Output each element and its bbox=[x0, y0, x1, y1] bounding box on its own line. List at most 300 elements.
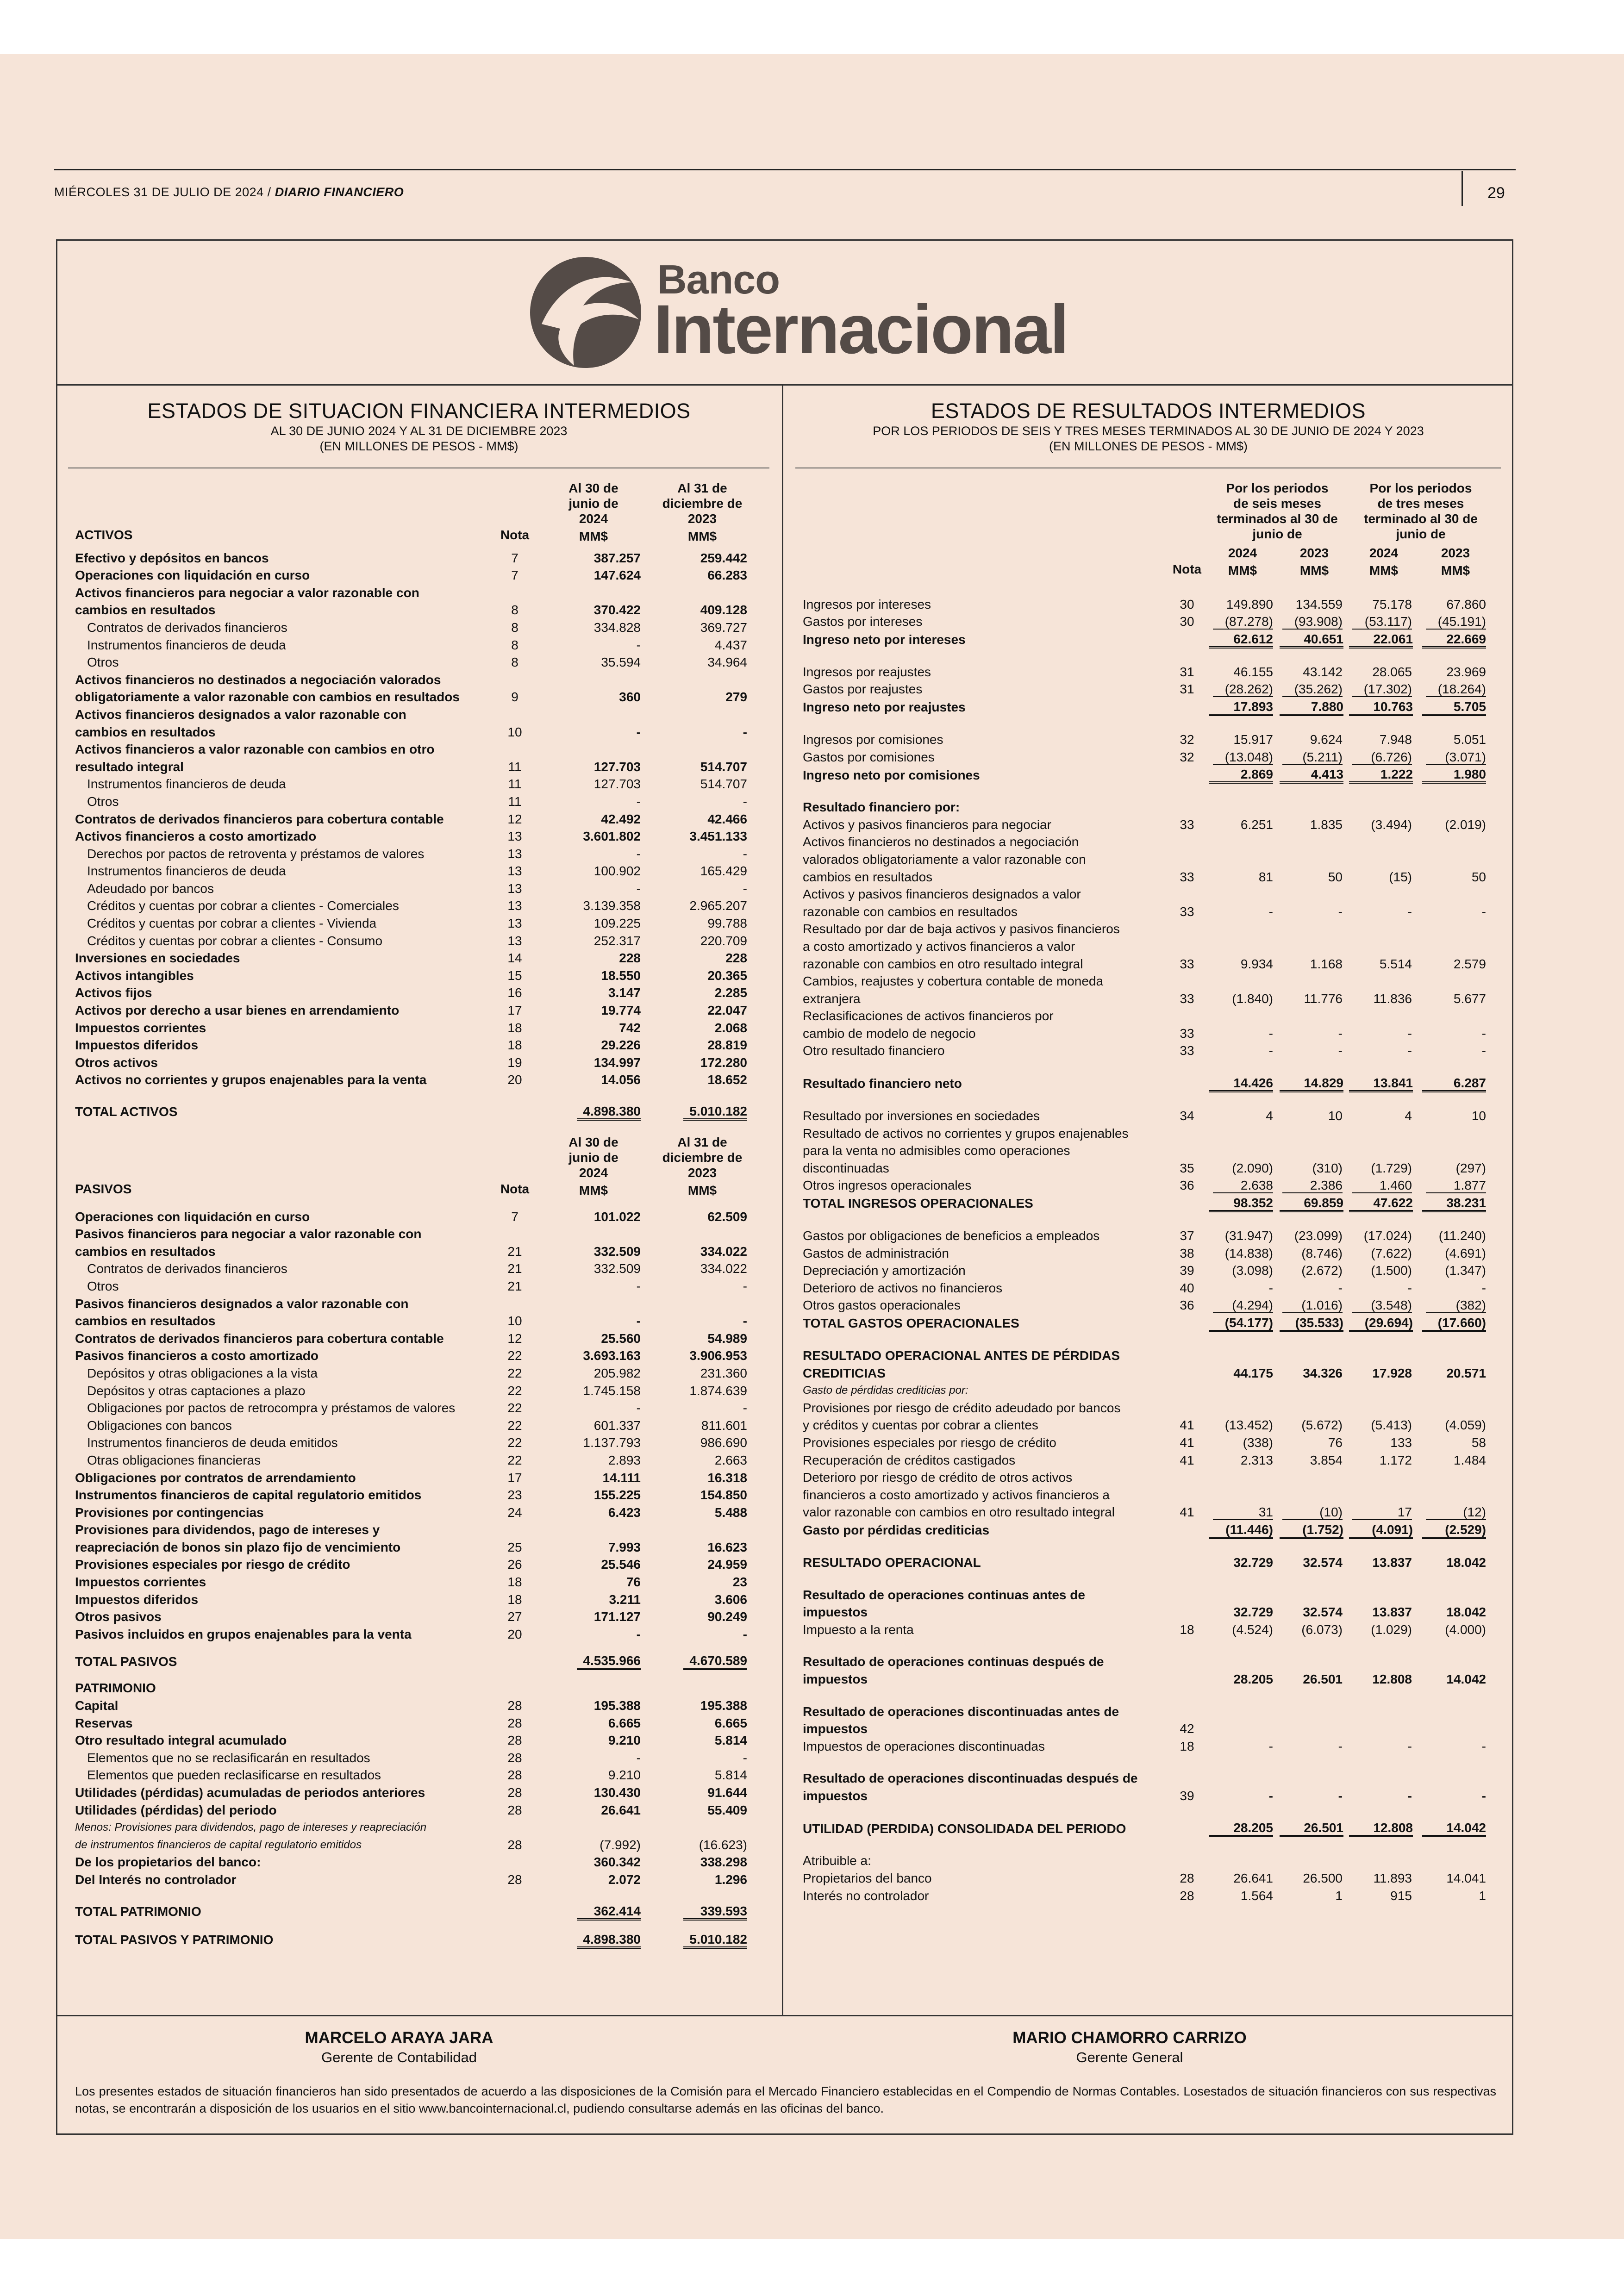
row-value bbox=[1349, 1382, 1418, 1399]
row-value: 81 bbox=[1258, 869, 1273, 884]
table-row bbox=[75, 1626, 756, 1643]
row-value-2024: 332.509 bbox=[593, 1261, 641, 1276]
row-label: Recuperación de créditos castigados bbox=[803, 1453, 1016, 1467]
table-row bbox=[75, 1103, 756, 1121]
row-note: 24 bbox=[507, 1505, 522, 1520]
table-row bbox=[803, 903, 1493, 921]
column-header-2023: 2023 bbox=[687, 1166, 717, 1180]
row-value-2023: 24.959 bbox=[707, 1557, 747, 1572]
row-value: 50 bbox=[1471, 869, 1486, 884]
row-label: Depósitos y otras captaciones a plazo bbox=[87, 1383, 306, 1398]
row-value-2023: 99.788 bbox=[707, 916, 747, 931]
row-note: 13 bbox=[507, 829, 522, 844]
balance-sheet-subtitle: AL 30 DE JUNIO 2024 Y AL 31 DE DICIEMBRE 2023 bbox=[270, 424, 568, 438]
total-value: 2.869 bbox=[1209, 767, 1273, 784]
table-row bbox=[803, 1621, 1493, 1639]
row-value bbox=[1418, 1074, 1493, 1092]
row-value: 34.326 bbox=[1303, 1366, 1343, 1380]
row-value bbox=[1418, 1819, 1493, 1837]
row-value bbox=[1206, 938, 1280, 955]
row-note bbox=[1168, 973, 1206, 990]
spacer-row bbox=[803, 1755, 1493, 1770]
spacer bbox=[803, 1092, 1493, 1107]
row-value: (8.746) bbox=[1301, 1246, 1343, 1260]
row-value: (15) bbox=[1389, 869, 1412, 884]
table-row bbox=[803, 798, 1493, 816]
row-value bbox=[1280, 938, 1349, 955]
row-note bbox=[1168, 698, 1206, 716]
row-value-2024: 1.745.158 bbox=[583, 1383, 641, 1398]
row-value-2023: 16.623 bbox=[707, 1540, 747, 1554]
row-value: (2.019) bbox=[1445, 817, 1486, 832]
row-note: 8 bbox=[511, 637, 518, 652]
subtotal-value: (10) bbox=[1282, 1505, 1343, 1520]
year-header: 2023 bbox=[1441, 546, 1470, 560]
column-header-row bbox=[803, 526, 1493, 542]
total-value: (17.660) bbox=[1422, 1316, 1486, 1332]
row-value: 32.574 bbox=[1303, 1555, 1343, 1570]
table-row bbox=[803, 1262, 1493, 1279]
row-value: - bbox=[1481, 1026, 1486, 1041]
row-value: 11.893 bbox=[1373, 1871, 1412, 1886]
total-value: 5.705 bbox=[1422, 700, 1486, 716]
row-value: - bbox=[1268, 1739, 1273, 1753]
row-label: Activos fijos bbox=[75, 985, 152, 1000]
row-value bbox=[1418, 1142, 1493, 1160]
row-label: Créditos y cuentas por cobrar a clientes - Vivienda bbox=[87, 916, 377, 931]
row-value: 28.065 bbox=[1372, 664, 1412, 679]
row-value-2023: - bbox=[743, 1627, 747, 1641]
table-row bbox=[75, 1608, 756, 1626]
row-value-2024: 601.337 bbox=[593, 1418, 641, 1433]
row-value: - bbox=[1407, 1043, 1412, 1058]
row-label: Elementos que no se reclasificarán en resultados bbox=[87, 1750, 370, 1765]
row-note bbox=[1168, 1074, 1206, 1092]
subtotal-value: 1.460 bbox=[1352, 1179, 1412, 1193]
row-value bbox=[1206, 1347, 1280, 1365]
subtotal-value: (35.262) bbox=[1282, 682, 1343, 697]
row-value-2024: 334.828 bbox=[593, 620, 641, 635]
row-label: Activos financieros no destinados a negociación valorados bbox=[75, 672, 441, 687]
row-value-2023: - bbox=[743, 1314, 747, 1328]
header-blank bbox=[1168, 496, 1206, 511]
row-value: 26.501 bbox=[1303, 1671, 1343, 1686]
row-value: (6.073) bbox=[1301, 1622, 1343, 1637]
row-value bbox=[1349, 798, 1418, 816]
table-row bbox=[75, 1330, 756, 1347]
column-header-2024: 2024 bbox=[579, 511, 608, 526]
row-value: 133 bbox=[1390, 1435, 1412, 1450]
row-label: Reservas bbox=[75, 1715, 133, 1730]
row-label: Del Interés no controlador bbox=[75, 1872, 237, 1887]
row-note bbox=[492, 1521, 538, 1539]
table-row bbox=[803, 1738, 1493, 1755]
subtotal-value: (1.016) bbox=[1282, 1298, 1343, 1313]
row-note bbox=[492, 1103, 538, 1121]
table-row bbox=[75, 671, 756, 689]
table-row bbox=[75, 1819, 756, 1836]
row-value-2024: 127.703 bbox=[593, 777, 641, 792]
row-value-2024 bbox=[538, 1931, 649, 1949]
header-blank bbox=[75, 1135, 492, 1150]
row-value bbox=[1349, 1074, 1418, 1092]
row-value: (13.452) bbox=[1224, 1418, 1273, 1433]
row-label: Resultado de operaciones continuas antes de bbox=[803, 1587, 1085, 1602]
row-label: Resultado financiero por: bbox=[803, 800, 960, 815]
row-label: Resultado por dar de baja activos y pasivos financieros bbox=[803, 922, 1120, 936]
row-value-2024: 2.072 bbox=[608, 1872, 641, 1887]
row-note: 28 bbox=[507, 1715, 522, 1730]
row-label: a costo amortizado y activos financieros a valor bbox=[803, 939, 1075, 954]
row-label: Contratos de derivados financieros bbox=[87, 1261, 287, 1276]
row-value: - bbox=[1338, 1043, 1343, 1058]
table-row bbox=[803, 973, 1493, 990]
row-label: Pasivos financieros para negociar a valor razonable con bbox=[75, 1227, 422, 1241]
row-value bbox=[1280, 766, 1349, 784]
spacer bbox=[803, 649, 1493, 663]
row-note bbox=[1168, 938, 1206, 955]
table-row bbox=[803, 955, 1493, 973]
year-header: 2023 bbox=[1299, 546, 1329, 560]
row-value-2024 bbox=[538, 706, 649, 723]
table-row bbox=[75, 1260, 756, 1278]
row-value bbox=[1418, 798, 1493, 816]
row-label: TOTAL ACTIVOS bbox=[75, 1104, 178, 1119]
table-row bbox=[803, 1107, 1493, 1125]
row-value bbox=[1280, 1770, 1349, 1787]
row-value bbox=[1349, 1177, 1418, 1194]
row-value bbox=[1206, 1720, 1280, 1738]
row-label: obligatoriamente a valor razonable con cambios en resultados bbox=[75, 690, 460, 705]
subtotal-value: 17 bbox=[1352, 1505, 1412, 1520]
row-note: 14 bbox=[507, 951, 522, 966]
table-row bbox=[75, 775, 756, 793]
row-value bbox=[1418, 1382, 1493, 1399]
row-value bbox=[1418, 973, 1493, 990]
table-row bbox=[75, 706, 756, 723]
table-row bbox=[75, 1556, 756, 1573]
row-value: 14.041 bbox=[1446, 1871, 1486, 1886]
row-label: Resultado de operaciones discontinuadas después de bbox=[803, 1771, 1138, 1786]
total-value: 14.829 bbox=[1280, 1076, 1343, 1092]
table-row bbox=[803, 1653, 1493, 1671]
table-row bbox=[803, 1074, 1493, 1092]
income-statement-units: (EN MILLONES DE PESOS - MM$) bbox=[1049, 439, 1248, 453]
balance-sheet-title: ESTADOS DE SITUACION FINANCIERA INTERMEDIOS bbox=[147, 399, 691, 423]
row-value: 2.579 bbox=[1453, 956, 1486, 971]
page-number: 29 bbox=[1487, 184, 1505, 202]
total-value: 4.413 bbox=[1280, 767, 1343, 784]
row-value-2023 bbox=[649, 1521, 756, 1539]
note-header: Nota bbox=[500, 1182, 530, 1196]
table-row bbox=[75, 1853, 756, 1871]
row-value: - bbox=[1268, 904, 1273, 919]
subtotal-value: 1.877 bbox=[1426, 1179, 1486, 1193]
table-row bbox=[803, 851, 1493, 868]
subtotal-value: 2.638 bbox=[1213, 1179, 1273, 1193]
spacer bbox=[803, 716, 1493, 731]
row-value bbox=[1280, 613, 1349, 630]
row-value-2023: 3.606 bbox=[714, 1592, 747, 1607]
row-label: razonable con cambios en resultados bbox=[803, 904, 1018, 919]
row-note: 15 bbox=[507, 968, 522, 983]
row-note bbox=[1168, 1314, 1206, 1332]
spacer bbox=[75, 1921, 756, 1931]
row-value bbox=[1206, 1486, 1280, 1504]
row-note: 10 bbox=[507, 1314, 522, 1328]
row-value: (310) bbox=[1312, 1160, 1343, 1175]
note-header bbox=[492, 480, 538, 496]
table-row bbox=[75, 793, 756, 811]
row-value: - bbox=[1338, 1026, 1343, 1041]
row-note bbox=[492, 1902, 538, 1921]
subtotal-value: (4.294) bbox=[1213, 1298, 1273, 1313]
row-label: cambios en resultados bbox=[75, 1314, 216, 1328]
row-value bbox=[1418, 1177, 1493, 1194]
row-note: 30 bbox=[1180, 614, 1194, 629]
row-label: Otros bbox=[87, 655, 119, 670]
row-note: 13 bbox=[507, 933, 522, 948]
table-row bbox=[75, 758, 756, 776]
row-value bbox=[1280, 698, 1349, 716]
row-label: Instrumentos financieros de deuda emitidos bbox=[87, 1435, 338, 1450]
total-value: 14.426 bbox=[1209, 1076, 1273, 1092]
row-note bbox=[1168, 1486, 1206, 1504]
spacer bbox=[803, 784, 1493, 798]
row-note bbox=[1168, 1671, 1206, 1688]
row-value-2024 bbox=[538, 1902, 649, 1921]
row-label: Provisiones por riesgo de crédito adeudado por bancos bbox=[803, 1400, 1121, 1415]
row-value-2024: 3.601.802 bbox=[583, 829, 641, 844]
column-header-2024: Al 30 de bbox=[568, 1135, 618, 1149]
table-row bbox=[803, 630, 1493, 649]
table-row bbox=[75, 1902, 756, 1921]
row-note bbox=[1168, 1142, 1206, 1160]
row-label: cambios en resultados bbox=[75, 1244, 216, 1259]
row-value: (1.840) bbox=[1232, 991, 1273, 1006]
row-value bbox=[1280, 1586, 1349, 1604]
row-value-2024: - bbox=[636, 881, 641, 896]
row-value-2024: 35.594 bbox=[601, 655, 641, 670]
row-value: (3.098) bbox=[1232, 1263, 1273, 1278]
header-blank bbox=[803, 496, 1168, 511]
row-note bbox=[1168, 1382, 1206, 1399]
row-value bbox=[1418, 1486, 1493, 1504]
row-label: reapreciación de bonos sin plazo fijo de vencimiento bbox=[75, 1540, 401, 1554]
table-row bbox=[803, 1025, 1493, 1042]
row-label: Propietarios del banco bbox=[803, 1871, 932, 1886]
table-row bbox=[75, 1399, 756, 1417]
row-note: 35 bbox=[1180, 1160, 1194, 1175]
table-row bbox=[803, 1177, 1493, 1194]
year-header: 2024 bbox=[1369, 546, 1399, 560]
row-label: Activos financieros a valor razonable con cambios en otro bbox=[75, 742, 435, 757]
row-note: 32 bbox=[1180, 732, 1194, 747]
unit-header: MM$ bbox=[1228, 563, 1257, 578]
row-note: 10 bbox=[507, 724, 522, 739]
table-row bbox=[803, 1434, 1493, 1452]
row-value: 134.559 bbox=[1295, 597, 1343, 611]
row-label: Otro resultado integral acumulado bbox=[75, 1733, 287, 1748]
row-label: Capital bbox=[75, 1698, 119, 1713]
row-value bbox=[1206, 766, 1280, 784]
spacer bbox=[75, 544, 756, 549]
column-header-row bbox=[75, 1135, 756, 1150]
column-header-2024: 2024 bbox=[579, 1166, 608, 1180]
table-row bbox=[75, 1836, 756, 1854]
row-label: Contratos de derivados financieros para cobertura contable bbox=[75, 1331, 444, 1346]
total-value: 17.893 bbox=[1209, 700, 1273, 716]
spacer-row bbox=[75, 1198, 756, 1208]
row-value-2023: - bbox=[743, 724, 747, 739]
row-value: (23.099) bbox=[1294, 1229, 1343, 1243]
logo-divider bbox=[56, 384, 1513, 386]
row-note bbox=[1168, 1554, 1206, 1572]
subtotal-value: (382) bbox=[1426, 1298, 1486, 1313]
table-row bbox=[803, 816, 1493, 834]
row-label: Provisiones por contingencias bbox=[75, 1505, 264, 1520]
row-note bbox=[1168, 1653, 1206, 1671]
row-value-2023 bbox=[649, 1225, 756, 1243]
table-row bbox=[75, 1036, 756, 1054]
row-value-2024: 9.210 bbox=[608, 1768, 641, 1783]
subtotal-value: (13.048) bbox=[1213, 750, 1273, 765]
table-row bbox=[75, 601, 756, 619]
row-value-2024: 25.560 bbox=[601, 1331, 641, 1346]
table-row bbox=[803, 1720, 1493, 1738]
row-label: y créditos y cuentas por cobrar a clientes bbox=[803, 1418, 1038, 1433]
row-value-2024: 3.147 bbox=[608, 985, 641, 1000]
row-value bbox=[1280, 833, 1349, 851]
row-value: - bbox=[1407, 1788, 1412, 1803]
table-row bbox=[75, 880, 756, 898]
table-row bbox=[803, 1125, 1493, 1142]
row-value: - bbox=[1268, 1280, 1273, 1295]
row-note: 28 bbox=[507, 1785, 522, 1800]
row-label: impuestos bbox=[803, 1605, 868, 1620]
row-label: TOTAL GASTOS OPERACIONALES bbox=[803, 1316, 1019, 1331]
row-value-2023: 6.665 bbox=[714, 1715, 747, 1730]
income-statement-table bbox=[803, 480, 1493, 1904]
row-value: 43.142 bbox=[1303, 664, 1343, 679]
row-value-2024: - bbox=[636, 724, 641, 739]
row-value bbox=[1280, 1399, 1349, 1417]
row-label: Activos financieros designados a valor razonable con bbox=[75, 707, 406, 722]
row-note: 17 bbox=[507, 1003, 522, 1018]
header-blank bbox=[75, 480, 492, 496]
header-separator bbox=[1462, 171, 1463, 206]
row-note: 33 bbox=[1180, 1026, 1194, 1041]
table-row bbox=[75, 636, 756, 654]
row-value bbox=[1206, 1819, 1280, 1837]
row-value bbox=[1418, 1653, 1493, 1671]
row-value bbox=[1206, 1469, 1280, 1486]
column-header-row bbox=[75, 526, 756, 544]
row-note: 18 bbox=[1180, 1739, 1194, 1753]
header-blank bbox=[1168, 526, 1206, 542]
row-note: 20 bbox=[507, 1627, 522, 1641]
row-label: Activos financieros a costo amortizado bbox=[75, 829, 317, 844]
spacer-row bbox=[803, 649, 1493, 663]
table-row bbox=[803, 1314, 1493, 1332]
spacer bbox=[75, 1121, 756, 1135]
table-row bbox=[75, 1417, 756, 1434]
row-value-2024: 14.111 bbox=[602, 1470, 641, 1485]
table-row bbox=[75, 1278, 756, 1295]
table-row bbox=[803, 1194, 1493, 1212]
row-value: (4.000) bbox=[1445, 1622, 1486, 1637]
row-note: 39 bbox=[1180, 1788, 1194, 1803]
row-label: Operaciones con liquidación en curso bbox=[75, 1209, 310, 1224]
row-label: cambio de modelo de negocio bbox=[803, 1026, 976, 1041]
row-value: 67.860 bbox=[1446, 597, 1486, 611]
row-value: - bbox=[1481, 1739, 1486, 1753]
row-label: Activos y pasivos financieros designados a valor bbox=[803, 887, 1081, 902]
row-value: 20.571 bbox=[1446, 1366, 1486, 1380]
row-value: 2.313 bbox=[1240, 1453, 1273, 1467]
table-row bbox=[803, 1554, 1493, 1572]
table-row bbox=[75, 949, 756, 967]
row-value bbox=[1349, 630, 1418, 649]
row-value bbox=[1206, 1007, 1280, 1025]
column-header-2023: 2023 bbox=[687, 511, 717, 526]
row-value-2024: - bbox=[636, 1278, 641, 1293]
row-label: Inversiones en sociedades bbox=[75, 951, 240, 966]
spacer-row bbox=[803, 1539, 1493, 1554]
total-value: 4.535.966 bbox=[577, 1654, 641, 1670]
row-note: 21 bbox=[507, 1244, 522, 1259]
column-header-2023: MM$ bbox=[687, 1183, 717, 1197]
subtotal-value: (5.211) bbox=[1282, 750, 1343, 765]
row-label: Activos financieros no destinados a negociación bbox=[803, 835, 1079, 849]
row-label: Activos por derecho a usar bienes en arrendamiento bbox=[75, 1003, 400, 1018]
table-row bbox=[75, 1749, 756, 1767]
spacer bbox=[803, 1060, 1493, 1074]
row-value: 1 bbox=[1335, 1888, 1343, 1903]
row-value: 915 bbox=[1390, 1888, 1412, 1903]
row-value: 13.837 bbox=[1372, 1555, 1412, 1570]
row-value bbox=[1206, 973, 1280, 990]
row-value-2023: - bbox=[743, 846, 747, 861]
row-value bbox=[1280, 920, 1349, 938]
row-note bbox=[492, 741, 538, 758]
row-note: 13 bbox=[507, 846, 522, 861]
row-value bbox=[1349, 613, 1418, 630]
row-note: 11 bbox=[508, 759, 522, 774]
column-divider bbox=[782, 386, 783, 2016]
row-note: 28 bbox=[1180, 1888, 1194, 1903]
row-note: 20 bbox=[507, 1073, 522, 1087]
row-value bbox=[1418, 1347, 1493, 1365]
logo-mark-icon bbox=[528, 255, 648, 370]
row-value-2024: 252.317 bbox=[593, 933, 641, 948]
row-note: 39 bbox=[1180, 1263, 1194, 1278]
row-value-2024 bbox=[538, 1521, 649, 1539]
signature-general-manager bbox=[944, 2029, 1315, 2066]
row-label: Otros bbox=[87, 794, 119, 809]
table-row bbox=[803, 731, 1493, 748]
row-value bbox=[1418, 630, 1493, 649]
row-value-2024: - bbox=[636, 1314, 641, 1328]
row-note: 12 bbox=[507, 811, 522, 826]
row-value-2024: 370.422 bbox=[593, 603, 641, 617]
row-note: 23 bbox=[507, 1488, 522, 1503]
row-value bbox=[1349, 1503, 1418, 1521]
row-note: 18 bbox=[507, 1592, 522, 1607]
table-row bbox=[803, 1297, 1493, 1314]
table-row bbox=[803, 1227, 1493, 1245]
total-value: 13.841 bbox=[1349, 1076, 1413, 1092]
